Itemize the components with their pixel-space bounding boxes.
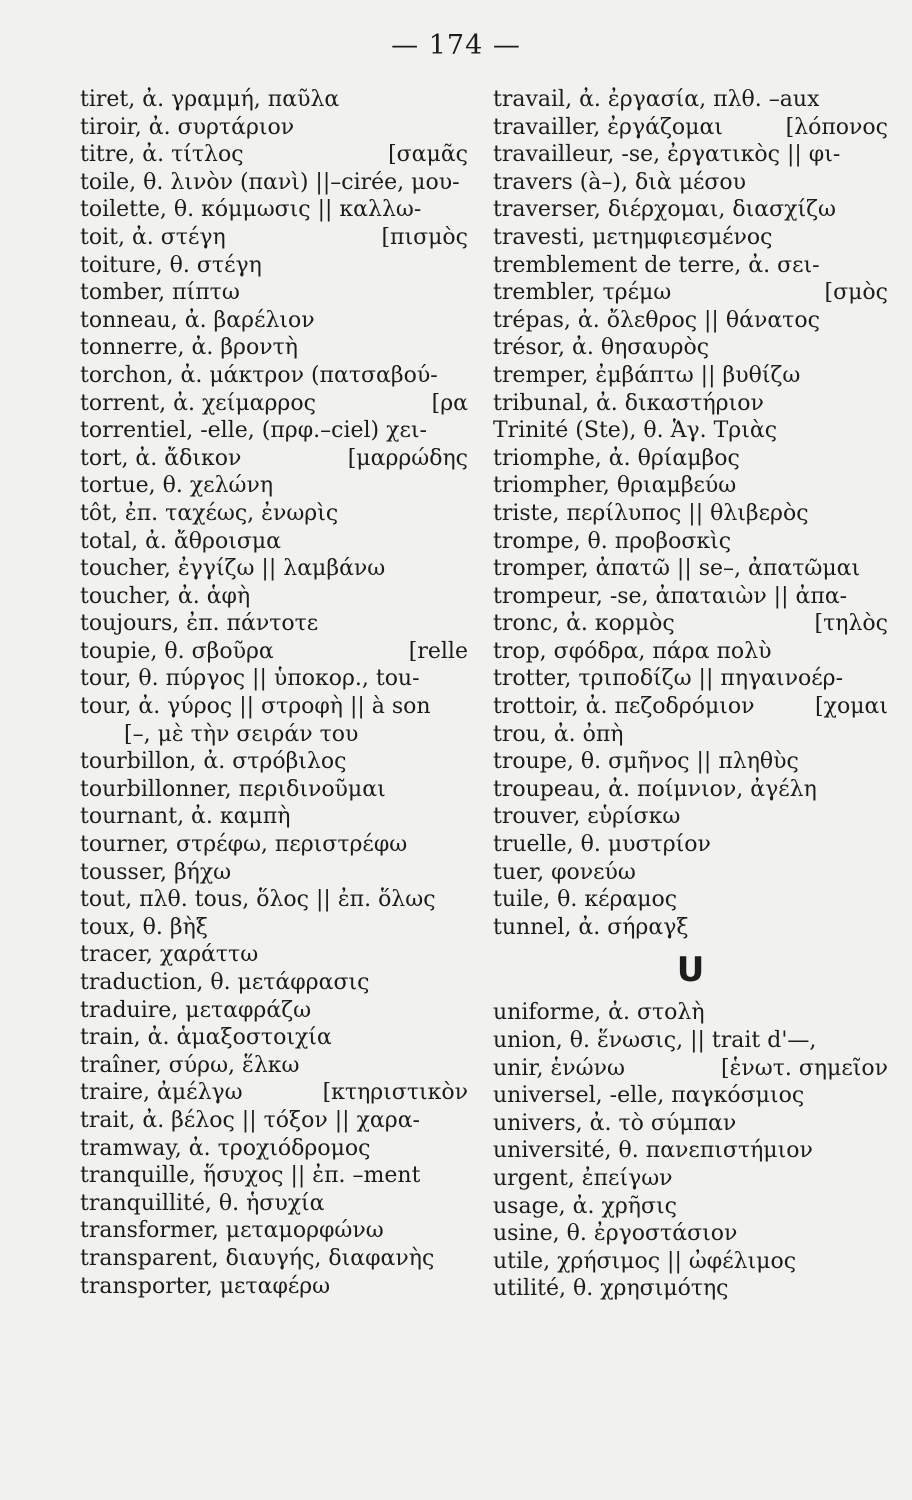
dictionary-entry [80, 914, 468, 942]
entry-text: train, ἀ. ἁμαξοστοιχία [80, 1025, 332, 1051]
entry-text: toupie, θ. σβοῦρα [80, 638, 274, 664]
entry-text: trou, ἀ. ὀπὴ [493, 721, 624, 747]
entry-text: urgent, ἐπείγων [493, 1165, 673, 1191]
entry-text: trompeur, -se, ἀπαταιὼν || ἀπα- [493, 583, 848, 609]
dictionary-entry [80, 997, 468, 1025]
right-column [493, 86, 888, 1303]
dictionary-entry [80, 803, 468, 831]
entry-text: toux, θ. βὴξ [80, 914, 208, 940]
entry-text: trop, σφόδρα, πάρα πολὺ [493, 638, 772, 664]
entry-text: travail, ἀ. ἐργασία, πλθ. –aux [493, 87, 820, 112]
dictionary-entry [80, 969, 468, 997]
dictionary-entry [493, 114, 888, 142]
dictionary-entry [493, 721, 888, 749]
entry-text: trotter, τριποδίζω || πηγαινοέρ- [493, 666, 844, 692]
entry-text: triompher, θριαμβεύω [493, 473, 737, 499]
dictionary-entry [493, 1082, 888, 1110]
dictionary-entry [493, 1137, 888, 1165]
entry-continuation: [τηλὸς [814, 611, 888, 637]
entry-text: tunnel, ἀ. σήραγξ [493, 914, 689, 940]
dictionary-entry [80, 693, 468, 721]
dictionary-entry [493, 1055, 888, 1083]
entry-text: tremper, ἐμβάπτω || βυθίζω [493, 362, 801, 388]
entry-continuation: [relle [408, 638, 468, 664]
entry-text: total, ἀ. ἄθροισμα [80, 528, 281, 554]
dictionary-entry [80, 1190, 468, 1218]
dictionary-entry [493, 610, 888, 638]
entry-continuation: [πισμὸς [381, 224, 468, 250]
dictionary-entry [493, 914, 888, 942]
entry-text: travailler, ἐργάζομαι [493, 114, 723, 140]
entry-text: union, θ. ἕνωσις, || trait d'—, [493, 1028, 817, 1053]
dictionary-entry [80, 638, 468, 666]
dictionary-entry [493, 196, 888, 224]
entry-text: torchon, ἀ. μάκτρον (πατσαβού- [80, 362, 438, 388]
entry-text: tousser, βήχω [80, 859, 232, 885]
dictionary-entry [80, 169, 468, 197]
entry-text: triomphe, ἀ. θρίαμβος [493, 445, 740, 471]
dictionary-entry [493, 334, 888, 362]
dictionary-entry [80, 1162, 468, 1190]
dictionary-entry [493, 555, 888, 583]
dictionary-entry [80, 472, 468, 500]
page-number: — 174 — [391, 30, 521, 61]
entry-continuation: [λόπονος [785, 114, 888, 140]
entry-text: toilette, θ. κόμμωσις || καλλω- [80, 197, 422, 223]
dictionary-entry [493, 307, 888, 335]
entry-continuation: [ἑνωτ. σημεῖον [721, 1055, 888, 1081]
entry-text: université, θ. πανεπιστήμιον [493, 1138, 813, 1164]
entry-text: triste, περίλυπος || θλιβερὸς [493, 500, 809, 526]
dictionary-entry [80, 1217, 468, 1245]
entry-text: tromper, ἀπατῶ || se–, ἀπατῶμαι [493, 556, 861, 582]
entry-text: traduire, μεταφράζω [80, 997, 312, 1023]
dictionary-entry [493, 472, 888, 500]
entry-text: troupe, θ. σμῆνος || πληθὺς [493, 749, 799, 775]
entry-text: trait, ἀ. βέλος || τόξον || χαρα- [80, 1107, 420, 1133]
dictionary-entry [80, 86, 468, 114]
dictionary-entry [80, 1107, 468, 1135]
entry-text: univers, ἀ. τὸ σύμπαν [493, 1110, 737, 1136]
dictionary-entry [493, 665, 888, 693]
entry-text: toujours, ἐπ. πάντοτε [80, 611, 319, 637]
entry-text: trépas, ἀ. ὄλεθρος || θάνατος [493, 307, 820, 333]
entry-text: troupeau, ἀ. ποίμνιον, ἀγέλη [493, 776, 817, 802]
entry-text: tiroir, ἀ. συρτάριον [80, 114, 295, 140]
entry-text: trouver, εὑρίσκω [493, 804, 681, 830]
entry-continuation: [ρα [431, 390, 468, 416]
entry-text: tout, πλθ. tous, ὅλος || ἐπ. ὅλως [80, 887, 436, 913]
dictionary-entry [493, 141, 888, 169]
dictionary-entry [493, 500, 888, 528]
entry-text: trottoir, ἀ. πεζοδρόμιον [493, 694, 755, 720]
dictionary-entry [493, 638, 888, 666]
entry-text: tramway, ἀ. τροχιόδρομος [80, 1135, 371, 1161]
entry-text: tribunal, ἀ. δικαστήριον [493, 390, 764, 416]
dictionary-entry [80, 252, 468, 280]
dictionary-entry [80, 1245, 468, 1273]
entry-text: travailleur, -se, ἐργατικὸς || φι- [493, 142, 841, 168]
entry-text: truelle, θ. μυστρίον [493, 832, 711, 858]
entry-text: utilité, θ. χρησιμότης [493, 1276, 729, 1302]
entry-text: transparent, διαυγής, διαφανὴς [80, 1245, 435, 1271]
dictionary-entry [493, 1248, 888, 1276]
entry-text: tôt, ἐπ. ταχέως, ἐνωρὶς [80, 500, 339, 526]
dictionary-entry [80, 1079, 468, 1107]
entry-text: usine, θ. ἐργοστάσιον [493, 1221, 738, 1247]
dictionary-entry [80, 555, 468, 583]
entry-text: transporter, μεταφέρω [80, 1273, 331, 1299]
dictionary-entry [80, 307, 468, 335]
section-heading-u: U [676, 950, 705, 991]
dictionary-entry [80, 528, 468, 556]
dictionary-entry [80, 141, 468, 169]
entry-text: tonnerre, ἀ. βροντὴ [80, 335, 298, 361]
entry-text: tourbillon, ἀ. στρόβιλος [80, 749, 347, 775]
dictionary-entry [493, 999, 888, 1027]
dictionary-entry [493, 1027, 888, 1055]
dictionary-entry [493, 1193, 888, 1221]
dictionary-entry [493, 417, 888, 445]
dictionary-entry [80, 610, 468, 638]
entry-text: tranquille, ἥσυχος || ἐπ. –ment [80, 1163, 421, 1189]
entry-text: tortue, θ. χελώνη [80, 473, 274, 499]
entry-text: utile, χρήσιμος || ὠφέλιμος [493, 1248, 797, 1274]
entry-text: trembler, τρέμω [493, 280, 672, 306]
dictionary-entry [80, 859, 468, 887]
dictionary-entry [493, 279, 888, 307]
dictionary-entry [493, 693, 888, 721]
dictionary-entry [493, 362, 888, 390]
entry-text: Trinité (Ste), θ. Ἁγ. Τριὰς [493, 418, 778, 444]
entry-text: tuile, θ. κέραμος [493, 887, 678, 913]
dictionary-entry [493, 528, 888, 556]
entry-text: tremblement de terre, ἀ. σει- [493, 252, 820, 278]
entry-text: travesti, μετημφιεσμένος [493, 224, 773, 250]
dictionary-entry [493, 776, 888, 804]
dictionary-entry [80, 831, 468, 859]
dictionary-entry [80, 114, 468, 142]
dictionary-entry [493, 86, 888, 114]
dictionary-entry [80, 445, 468, 473]
dictionary-entry [493, 859, 888, 887]
entry-continuation: [σαμᾶς [388, 142, 468, 168]
dictionary-entry [80, 776, 468, 804]
entry-text: traverser, διέρχομαι, διασχίζω [493, 197, 836, 223]
dictionary-entry [80, 196, 468, 224]
dictionary-entry [80, 1135, 468, 1163]
entry-text: tour, ἀ. γύρος || στροφὴ || à son [80, 694, 431, 720]
entry-text: universel, -elle, παγκόσμιος [493, 1083, 805, 1109]
dictionary-entry [80, 334, 468, 362]
dictionary-entry [493, 1165, 888, 1193]
dictionary-entry [80, 1052, 468, 1080]
right-column-u-entries [493, 999, 888, 1303]
dictionary-entry [493, 803, 888, 831]
entry-text: tourbillonner, περιδινοῦμαι [80, 776, 386, 802]
entry-text: tracer, χαράττω [80, 942, 259, 968]
dictionary-entry [80, 748, 468, 776]
entry-text: toucher, ἐγγίζω || λαμβάνω [80, 556, 386, 582]
entry-text: traire, ἀμέλγω [80, 1080, 243, 1106]
entry-text: transformer, μεταμορφώνω [80, 1218, 384, 1244]
dictionary-entry [80, 279, 468, 307]
entry-text: tonneau, ἀ. βαρέλιον [80, 307, 315, 333]
dictionary-entry [80, 500, 468, 528]
dictionary-entry [80, 417, 468, 445]
entry-continuation: [κτηριστικὸν [322, 1080, 468, 1106]
entry-text: tuer, φονεύω [493, 859, 636, 885]
entry-text: toit, ἀ. στέγη [80, 224, 226, 250]
dictionary-entry [493, 1220, 888, 1248]
entry-text: tronc, ἀ. κορμὸς [493, 611, 675, 637]
dictionary-entry [493, 1110, 888, 1138]
entry-text: traduction, θ. μετάφρασις [80, 970, 370, 995]
dictionary-entry [493, 748, 888, 776]
entry-text: toiture, θ. στέγη [80, 252, 262, 278]
dictionary-entry [493, 252, 888, 280]
dictionary-entry [80, 1273, 468, 1301]
dictionary-entry [80, 362, 468, 390]
entry-text: tranquillité, θ. ἡσυχία [80, 1190, 325, 1216]
entry-continuation: [σμὸς [824, 280, 888, 306]
entry-text: traîner, σύρω, ἕλκω [80, 1052, 300, 1078]
entry-text: unir, ἑνώνω [493, 1055, 625, 1081]
entry-text: tort, ἀ. ἄδικον [80, 445, 242, 471]
entry-text: tourner, στρέφω, περιστρέφω [80, 832, 408, 858]
entry-text: [–, μὲ τὴν σειράν του [124, 721, 359, 747]
left-column [80, 86, 468, 1300]
dictionary-entry [80, 583, 468, 611]
right-column-t-entries [493, 86, 888, 941]
entry-text: toile, θ. λινὸν (πανὶ) ||–cirée, μου- [80, 169, 460, 195]
entry-text: torrent, ἀ. χείμαρρος [80, 390, 316, 416]
entry-text: titre, ἀ. τίτλος [80, 142, 244, 168]
dictionary-entry [493, 445, 888, 473]
dictionary-entry [80, 886, 468, 914]
dictionary-entry [493, 1275, 888, 1303]
dictionary-entry [493, 169, 888, 197]
dictionary-entry [493, 583, 888, 611]
dictionary-entry [80, 941, 468, 969]
entry-text: travers (à–), διὰ μέσου [493, 169, 747, 195]
dictionary-entry [80, 665, 468, 693]
entry-text: uniforme, ἀ. στολὴ [493, 1000, 705, 1026]
entry-text: trésor, ἀ. θησαυρὸς [493, 335, 710, 361]
entry-text: tournant, ἀ. καμπὴ [80, 804, 291, 830]
entry-continuation: [μαρρώδης [347, 445, 468, 471]
dictionary-entry [493, 224, 888, 252]
dictionary-entry [80, 224, 468, 252]
entry-text: trompe, θ. προβοσκὶς [493, 528, 732, 554]
dictionary-entry [493, 831, 888, 859]
dictionary-entry [80, 1024, 468, 1052]
entry-text: tour, θ. πύργος || ὑποκορ., tou- [80, 666, 420, 692]
entry-continuation: [χομαι [815, 694, 888, 720]
dictionary-entry [493, 390, 888, 418]
entry-text: torrentiel, -elle, (πρφ.–ciel) χει- [80, 418, 427, 444]
entry-text: tomber, πίπτω [80, 280, 240, 306]
entry-text: usage, ἀ. χρῆσις [493, 1193, 677, 1219]
entry-text: toucher, ἀ. ἁφὴ [80, 583, 251, 609]
dictionary-entry [80, 721, 468, 749]
dictionary-entry [493, 886, 888, 914]
dictionary-entry [80, 390, 468, 418]
entry-text: tiret, ἀ. γραμμή, παῦλα [80, 87, 340, 112]
